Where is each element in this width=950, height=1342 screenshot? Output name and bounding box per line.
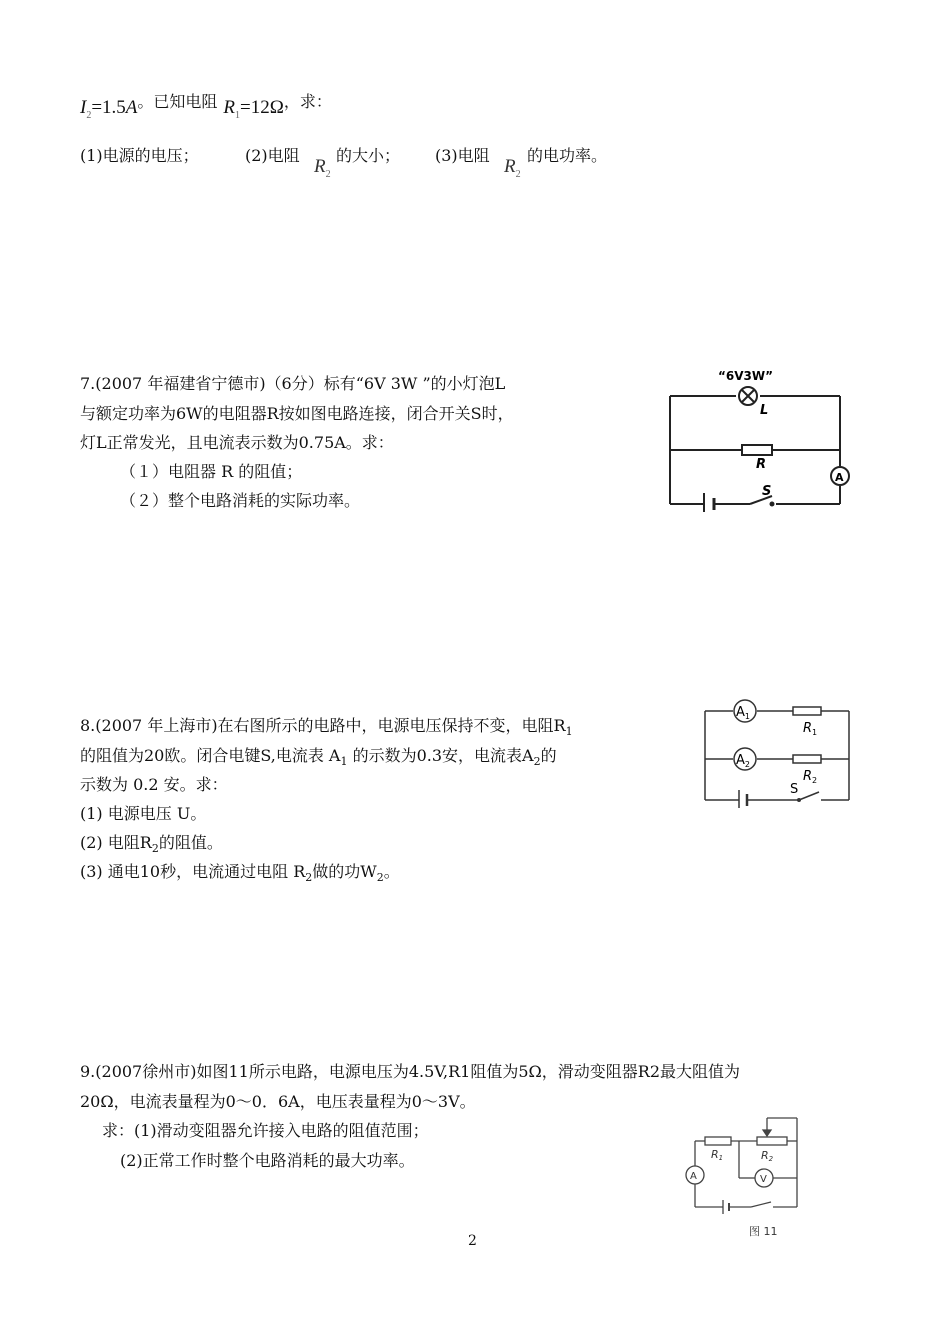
page-number: 2 <box>468 1233 477 1249</box>
ammeter-a2-label: $A_2$ <box>736 753 750 769</box>
ammeter-a1-label: $A_1$ <box>736 705 750 721</box>
i2-symbol: $I_2=1.5A$ <box>80 97 138 121</box>
problem-8-line-1: 8.(2007 年上海市)在右图所示的电路中，电源电压保持不变，电阻$R_1$ <box>80 716 573 738</box>
question-3-suffix: 的电功率。 <box>527 146 608 165</box>
given-values-line <box>80 92 332 126</box>
resistor-r1-label: $R_1$ <box>803 721 818 737</box>
switch-label: S <box>762 484 772 499</box>
r2-symbol: $R_2$ <box>314 156 331 180</box>
voltmeter-label: V <box>760 1174 767 1185</box>
ask-text: ，求： <box>283 92 332 111</box>
lamp-label: L <box>760 403 769 418</box>
r2-symbol: $R_2$ <box>504 156 521 180</box>
problem-8-line-3: 示数为 0.2 安。求： <box>80 775 228 794</box>
resistor-r1-label: R1 <box>711 1148 724 1162</box>
problem-9-circuit-diagram <box>675 1112 825 1244</box>
problem-8-item-2: (2) 电阻$R_2$的阻值。 <box>80 833 223 855</box>
question-3-prefix: (3)电阻 <box>435 146 490 165</box>
problem-7-item-2: （２）整个电路消耗的实际功率。 <box>120 491 361 510</box>
ammeter-label: A <box>690 1171 697 1182</box>
question-2-prefix: (2)电阻 <box>245 146 300 165</box>
lamp-rating-label: “6V3W” <box>718 369 773 383</box>
problem-9-line-2: 20Ω，电流表量程为0～0．6A，电压表量程为0～3V。 <box>80 1092 476 1111</box>
problem-7-circuit-diagram <box>660 362 860 512</box>
resistor-label: R <box>756 457 767 472</box>
resistor-r2-label: $R_2$ <box>803 769 818 785</box>
problem-7-line-3: 灯L正常发光，且电流表示数为0.75A。求： <box>80 433 394 452</box>
r1-symbol: $R_1=12\Omega$ <box>223 97 284 121</box>
problem-8-item-1: (1) 电源电压 U。 <box>80 804 207 823</box>
problem-8-circuit-diagram <box>695 688 865 808</box>
problem-9-item-2: (2)正常工作时整个电路消耗的最大功率。 <box>120 1151 415 1170</box>
problem-7-item-1: （１）电阻器 R 的阻值； <box>120 462 303 481</box>
question-1: (1)电源的电压； <box>80 146 199 165</box>
switch-label: S <box>790 782 799 797</box>
problem-8-line-2: 的阻值为20欧。闭合电键S,电流表 $A_1$ 的示数为0.3安，电流表$A_2$的 <box>80 746 557 768</box>
problem-7-line-1: 7.(2007 年福建省宁德市)（6分）标有“6V 3W ”的小灯泡L <box>80 374 506 393</box>
known-text: 。已知电阻 <box>137 92 218 111</box>
figure-caption: 图 11 <box>749 1225 778 1238</box>
problem-8-item-3: (3) 通电10秒，电流通过电阻 $R_2$做的功$W_2$。 <box>80 862 400 884</box>
problem-7-line-2: 与额定功率为6W的电阻器R按如图电路连接，闭合开关S时， <box>80 404 514 423</box>
problem-9-item-1: 求：(1)滑动变阻器允许接入电路的阻值范围； <box>102 1121 429 1140</box>
rheostat-r2-label: R2 <box>761 1149 774 1163</box>
problem-9-line-1: 9.(2007徐州市)如图11所示电路，电源电压为4.5V,R1阻值为5Ω，滑动变阻器R2最大阻值为 <box>80 1062 741 1081</box>
ammeter-label: A <box>835 471 844 484</box>
question-2-suffix: 的大小； <box>336 146 401 165</box>
